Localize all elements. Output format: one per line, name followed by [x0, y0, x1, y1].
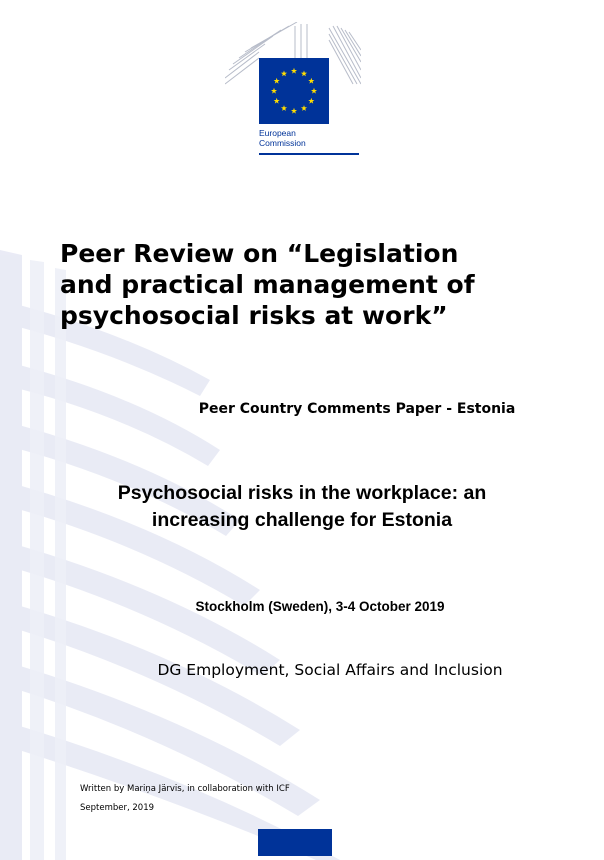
eu-star-icon [281, 105, 287, 111]
eu-flag [259, 58, 329, 124]
eu-star-icon [301, 105, 307, 111]
eu-star-icon [291, 68, 297, 74]
logo-caption-line1: European [259, 128, 296, 138]
event-location-date: Stockholm (Sweden), 3-4 October 2019 [195, 599, 445, 614]
eu-star-icon [271, 88, 277, 94]
directorate-general: DG Employment, Social Affairs and Inclusion [157, 661, 503, 679]
subtitle-line1: Psychosocial risks in the workplace: an [117, 482, 487, 504]
eu-star-icon [281, 70, 287, 76]
author-credit: Written by Mariņa Järvis, in collaboration with ICF [80, 784, 290, 794]
subtitle-line2: increasing challenge for Estonia [151, 509, 453, 531]
document-type: Peer Country Comments Paper - Estonia [198, 401, 516, 417]
logo-underline [259, 153, 359, 155]
paper-subtitle [60, 480, 544, 534]
document-title [60, 238, 540, 331]
eu-star-icon [274, 78, 280, 84]
logo-caption [259, 128, 359, 148]
eu-star-icon [311, 88, 317, 94]
eu-star-icon [308, 78, 314, 84]
title-line1: Peer Review on “Legislation [60, 239, 459, 268]
title-line3: psychosocial risks at work” [60, 301, 448, 330]
eu-star-icon [308, 98, 314, 104]
eu-star-icon [274, 98, 280, 104]
title-line2: and practical management of [60, 270, 475, 299]
logo-caption-line2: Commission [259, 138, 306, 148]
eu-star-icon [301, 70, 307, 76]
publication-date: September, 2019 [80, 803, 155, 813]
bottom-eu-bar [258, 829, 332, 856]
european-commission-logo [225, 22, 361, 148]
eu-star-icon [291, 108, 297, 114]
